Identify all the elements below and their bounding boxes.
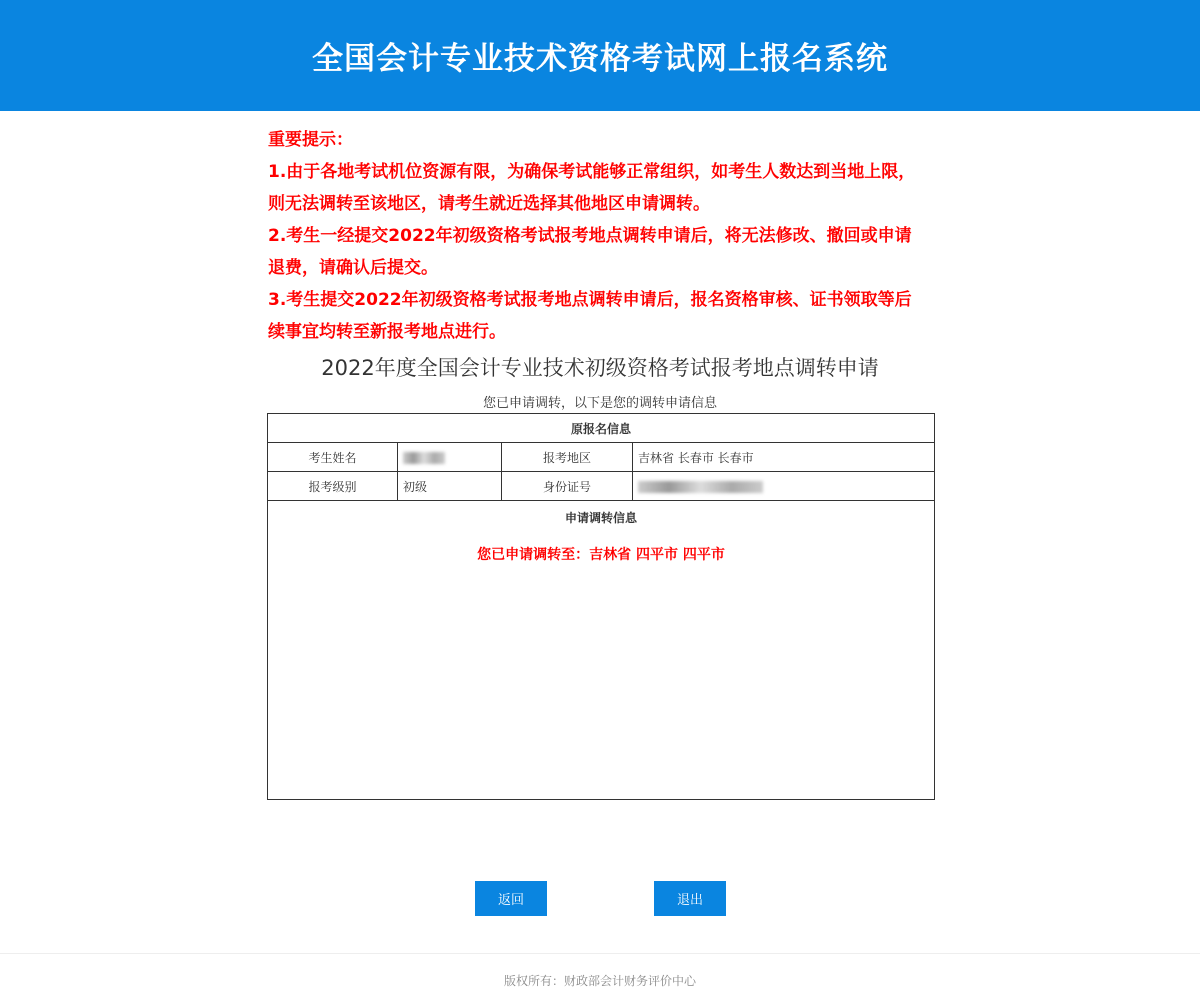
- id-label: 身份证号: [502, 472, 633, 501]
- important-notice: [268, 124, 918, 348]
- id-value: [633, 472, 935, 501]
- region-label: 报考地区: [502, 443, 633, 472]
- name-label: 考生姓名: [268, 443, 398, 472]
- application-info-table: [267, 413, 935, 800]
- back-button[interactable]: 返回: [475, 881, 547, 916]
- notice-item: 1.由于各地考试机位资源有限，为确保考试能够正常组织，如考生人数达到当地上限，则无法调转至该地区，请考生就近选择其他地区申请调转。: [268, 162, 916, 214]
- region-value: 吉林省 长春市 长春市: [633, 443, 935, 472]
- level-value: 初级: [398, 472, 502, 501]
- footer-divider: [0, 953, 1200, 954]
- transfer-result: 您已申请调转至：吉林省 四平市 四平市: [477, 547, 725, 563]
- exit-button[interactable]: 退出: [654, 881, 726, 916]
- page-title: 2022年度全国会计专业技术初级资格考试报考地点调转申请: [321, 356, 879, 380]
- notice-heading: 重要提示：: [268, 130, 353, 150]
- transfer-info-cell: [268, 501, 935, 800]
- name-value: [398, 443, 502, 472]
- level-label: 报考级别: [268, 472, 398, 501]
- notice-item: 2.考生一经提交2022年初级资格考试报考地点调转申请后，将无法修改、撤回或申请退费，请确认后提交。: [268, 226, 912, 278]
- app-title: 全国会计专业技术资格考试网上报名系统: [312, 41, 888, 77]
- transfer-info-header: 申请调转信息: [564, 511, 637, 525]
- redacted-name: [403, 452, 445, 464]
- app-header: [0, 0, 1200, 111]
- page-subtitle: 您已申请调转，以下是您的调转申请信息: [482, 396, 717, 411]
- redacted-id: [638, 481, 763, 493]
- footer-copyright: 版权所有：财政部会计财务评价中心: [503, 974, 696, 988]
- original-info-header: 原报名信息: [268, 414, 935, 443]
- notice-item: 3.考生提交2022年初级资格考试报考地点调转申请后，报名资格审核、证书领取等后续事宜均转至新报考地点进行。: [268, 290, 912, 342]
